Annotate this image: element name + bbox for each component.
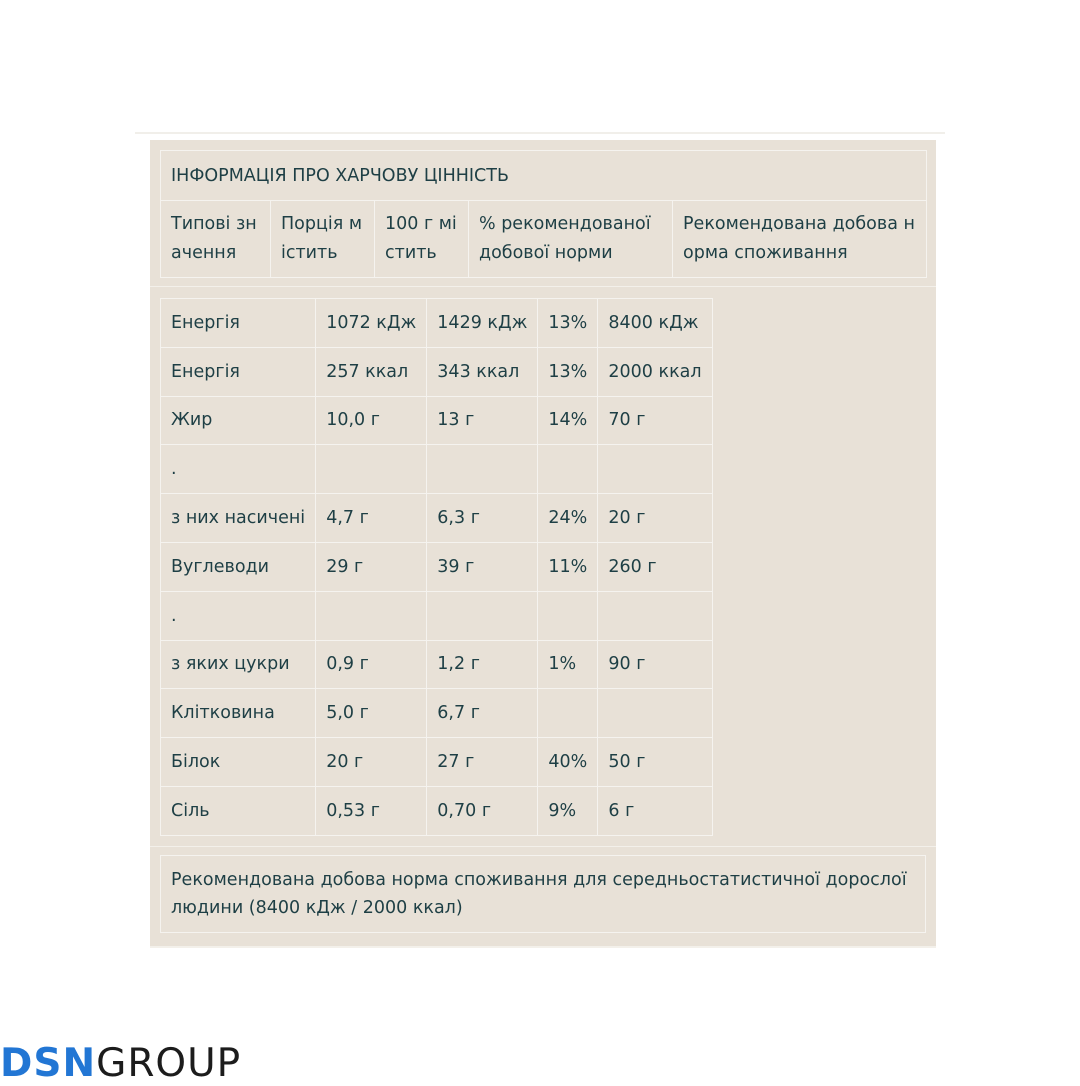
portion-value: 29 г bbox=[316, 542, 427, 591]
per-100g-value: 1429 кДж bbox=[427, 299, 538, 348]
nutrient-name: з яких цукри bbox=[161, 640, 316, 689]
percent-daily-value: 13% bbox=[538, 299, 598, 348]
nutrition-title: ІНФОРМАЦІЯ ПРО ХАРЧОВУ ЦІННІСТЬ bbox=[161, 151, 927, 201]
footnote-table bbox=[160, 855, 926, 933]
recommended-daily-value: 2000 ккал bbox=[598, 347, 712, 396]
nutrient-name: Енергія bbox=[161, 299, 316, 348]
portion-value bbox=[316, 445, 427, 494]
percent-daily-value: 14% bbox=[538, 396, 598, 445]
nutrient-name: Сіль bbox=[161, 786, 316, 835]
per-100g-value: 27 г bbox=[427, 738, 538, 787]
percent-daily-value: 40% bbox=[538, 738, 598, 787]
percent-daily-value: 13% bbox=[538, 347, 598, 396]
portion-value: 0,53 г bbox=[316, 786, 427, 835]
recommended-daily-value: 260 г bbox=[598, 542, 712, 591]
table-row bbox=[161, 640, 713, 689]
percent-daily-value: 11% bbox=[538, 542, 598, 591]
section-divider bbox=[150, 846, 936, 847]
nutrient-name: . bbox=[161, 591, 316, 640]
table-row bbox=[161, 738, 713, 787]
logo-part-dsn: DSN bbox=[0, 1041, 97, 1086]
portion-value: 4,7 г bbox=[316, 494, 427, 543]
table-row bbox=[161, 445, 713, 494]
portion-value: 0,9 г bbox=[316, 640, 427, 689]
per-100g-value: 39 г bbox=[427, 542, 538, 591]
per-100g-value: 1,2 г bbox=[427, 640, 538, 689]
column-header-recommended-daily: Рекомендована добова норма споживання bbox=[673, 201, 927, 278]
nutrition-values-table bbox=[160, 298, 713, 836]
table-row bbox=[161, 299, 713, 348]
percent-daily-value bbox=[538, 689, 598, 738]
portion-value bbox=[316, 591, 427, 640]
percent-daily-value: 1% bbox=[538, 640, 598, 689]
per-100g-value: 6,3 г bbox=[427, 494, 538, 543]
footnote-text: Рекомендована добова норма споживання для середньостатистичної дорослої людини (8400 кДж / 2000 ккал) bbox=[161, 856, 926, 933]
recommended-daily-value: 90 г bbox=[598, 640, 712, 689]
per-100g-value: 343 ккал bbox=[427, 347, 538, 396]
table-row bbox=[161, 494, 713, 543]
per-100g-value bbox=[427, 591, 538, 640]
table-row bbox=[161, 591, 713, 640]
percent-daily-value: 24% bbox=[538, 494, 598, 543]
portion-value: 257 ккал bbox=[316, 347, 427, 396]
recommended-daily-value: 70 г bbox=[598, 396, 712, 445]
table-row bbox=[161, 347, 713, 396]
per-100g-value: 0,70 г bbox=[427, 786, 538, 835]
per-100g-value: 6,7 г bbox=[427, 689, 538, 738]
nutrient-name: Жир bbox=[161, 396, 316, 445]
percent-daily-value bbox=[538, 445, 598, 494]
column-header-percent-daily: % рекомендованої добової норми bbox=[469, 201, 673, 278]
column-header-typical-values: Типові значення bbox=[161, 201, 271, 278]
table-row bbox=[161, 542, 713, 591]
per-100g-value bbox=[427, 445, 538, 494]
column-header-portion: Порція містить bbox=[271, 201, 375, 278]
table-row bbox=[161, 689, 713, 738]
recommended-daily-value: 50 г bbox=[598, 738, 712, 787]
recommended-daily-value bbox=[598, 689, 712, 738]
recommended-daily-value: 20 г bbox=[598, 494, 712, 543]
top-divider bbox=[135, 132, 945, 134]
logo-part-group: GROUP bbox=[96, 1041, 242, 1086]
recommended-daily-value: 6 г bbox=[598, 786, 712, 835]
per-100g-value: 13 г bbox=[427, 396, 538, 445]
recommended-daily-value bbox=[598, 591, 712, 640]
nutrition-header-table bbox=[160, 150, 927, 278]
portion-value: 10,0 г bbox=[316, 396, 427, 445]
dsn-group-logo bbox=[0, 1041, 242, 1086]
nutrient-name: . bbox=[161, 445, 316, 494]
table-row bbox=[161, 786, 713, 835]
percent-daily-value: 9% bbox=[538, 786, 598, 835]
recommended-daily-value: 8400 кДж bbox=[598, 299, 712, 348]
portion-value: 5,0 г bbox=[316, 689, 427, 738]
nutrient-name: Клітковина bbox=[161, 689, 316, 738]
portion-value: 20 г bbox=[316, 738, 427, 787]
column-header-per-100g: 100 г містить bbox=[375, 201, 469, 278]
recommended-daily-value bbox=[598, 445, 712, 494]
portion-value: 1072 кДж bbox=[316, 299, 427, 348]
nutrient-name: Вуглеводи bbox=[161, 542, 316, 591]
nutrient-name: Енергія bbox=[161, 347, 316, 396]
table-row bbox=[161, 396, 713, 445]
nutrient-name: з них насичені bbox=[161, 494, 316, 543]
percent-daily-value bbox=[538, 591, 598, 640]
section-divider bbox=[150, 286, 936, 287]
nutrient-name: Білок bbox=[161, 738, 316, 787]
